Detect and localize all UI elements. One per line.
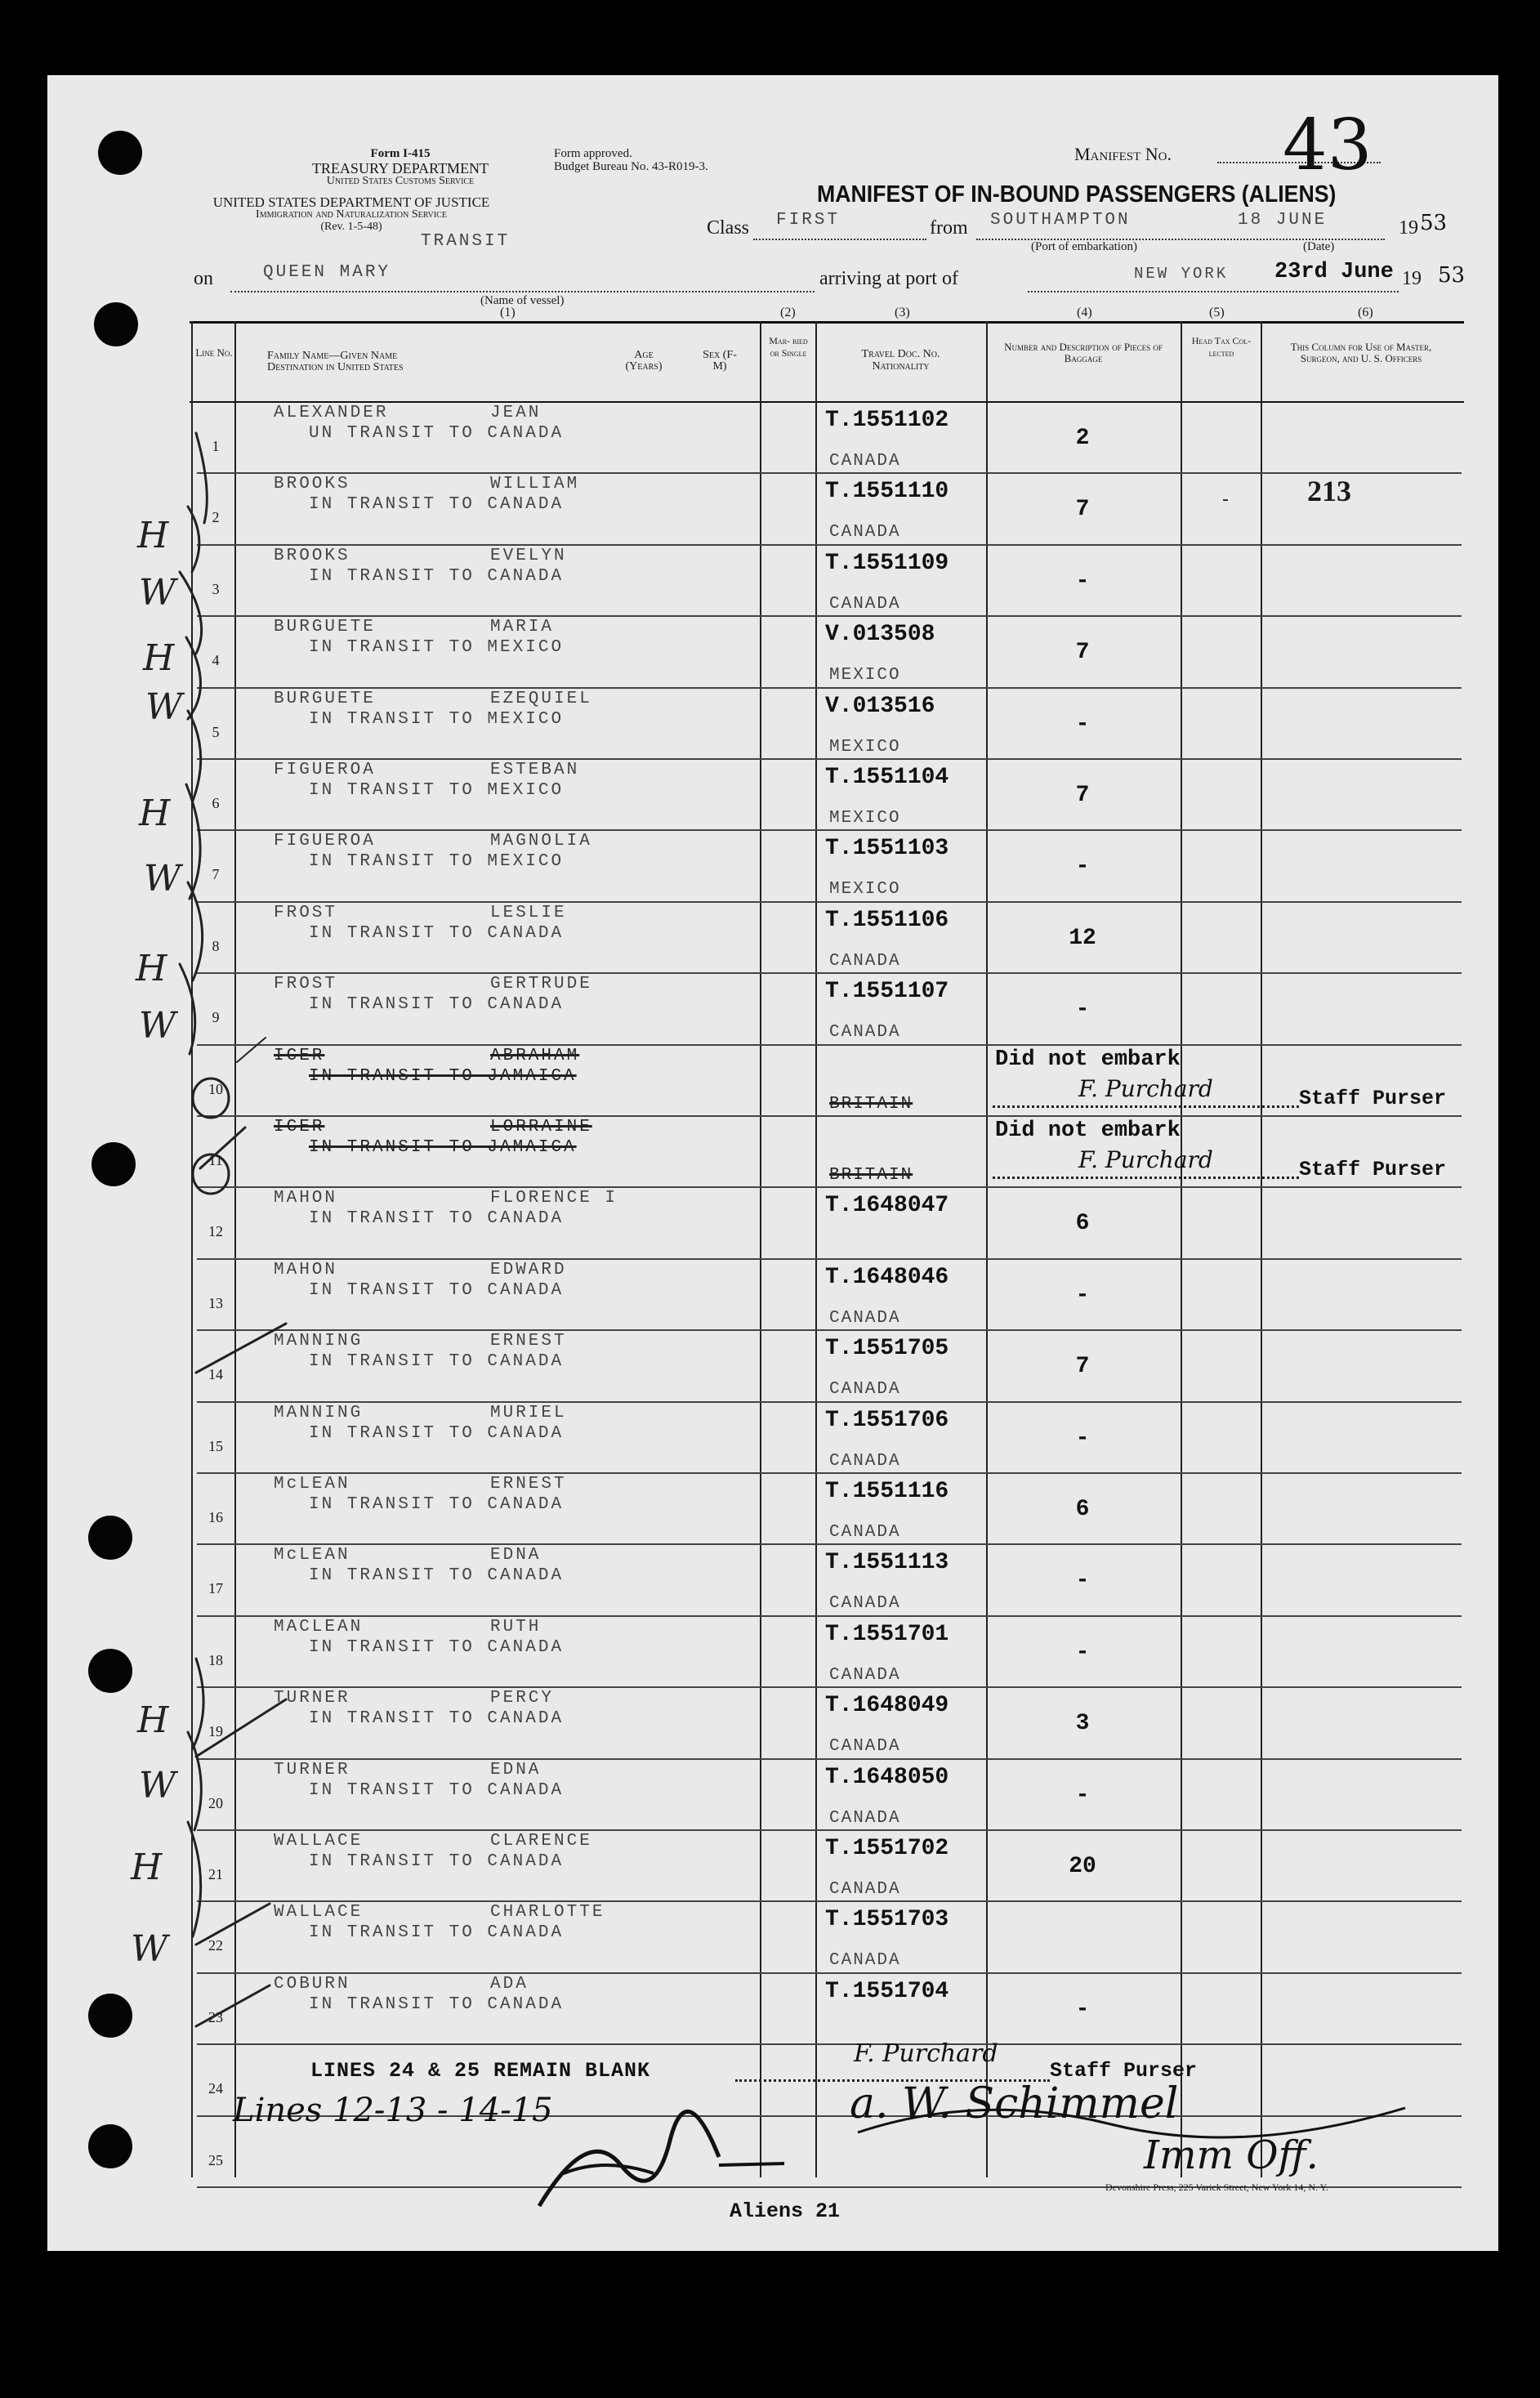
travel-doc-number: T.1648046 [825,1265,949,1290]
row-divider [197,1543,1462,1545]
row-line-number: 24 [208,2080,223,2097]
baggage-count: - [1075,712,1090,737]
baggage-count: 6 [1075,1211,1090,1236]
row-line-number: 2 [212,509,220,525]
travel-doc-number: T.1551107 [825,979,949,1004]
travel-doc-number: T.1551701 [825,1622,949,1647]
passenger-given-name: ABRAHAM [490,1047,580,1065]
row-divider [197,972,1462,974]
travel-doc-number: T.1551104 [825,765,949,790]
row-divider [197,1044,1462,1046]
travel-doc-number: T.1551706 [825,1408,949,1433]
passenger-family-name: BURGUETE [274,618,376,636]
nationality: CANADA [829,1951,901,1970]
row-divider [197,544,1462,546]
travel-doc-number: T.1551110 [825,479,949,504]
passenger-destination: IN TRANSIT TO CANADA [309,1209,565,1228]
from-value: SOUTHAMPTON [990,211,1131,230]
nationality: CANADA [829,523,901,542]
baggage-count: - [1075,1997,1090,2022]
row-line-number: 13 [208,1295,223,1311]
form-approved: Form approved. [554,147,632,160]
svg-text:W: W [145,686,183,728]
nationality: CANADA [829,1737,901,1756]
year-prefix: 19 [1399,217,1418,239]
col-number: (3) [895,306,910,319]
nationality: MEXICO [829,666,901,685]
row-line-number: 1 [212,438,220,454]
passenger-given-name: MAGNOLIA [490,832,592,851]
travel-doc-number: T.1551705 [825,1336,949,1361]
passenger-family-name: FROST [274,975,338,994]
baggage-count: - [1075,1783,1090,1808]
row-divider [197,1758,1462,1760]
svg-text:W: W [139,1005,176,1047]
row-divider [197,1972,1462,1974]
svg-text:W: W [139,572,176,614]
aliens-count: Aliens 21 [730,2199,841,2223]
passenger-destination: IN TRANSIT TO CANADA [309,1852,565,1871]
baggage-count: - [1075,1640,1090,1665]
row-divider [197,1329,1462,1331]
header-head-tax: Head Tax Col- lected [1191,335,1252,359]
handwritten-officer: Imm Off. [1144,2132,1319,2178]
staff-purser-label: Staff Purser [1299,1087,1447,1110]
arrival-date: 23rd June [1274,260,1394,284]
nationality: CANADA [829,1666,901,1685]
passenger-family-name: TURNER [274,1761,350,1780]
row-line-number: 7 [212,866,220,882]
handwritten-lines: Lines 12-13 - 14-15 [233,2092,553,2129]
header-sex: Sex (F-M) [703,349,737,373]
svg-text:H: H [143,637,175,679]
passenger-given-name: ESTEBAN [490,761,580,779]
passenger-family-name: BROOKS [274,475,350,493]
travel-doc-number: V.013516 [825,694,935,719]
row-line-number: 4 [212,652,220,668]
passenger-family-name: FROST [274,904,338,922]
row-line-number: 19 [208,1723,223,1739]
baggage-count: 7 [1075,1354,1090,1379]
passenger-destination: IN TRANSIT TO MEXICO [309,852,565,871]
row-line-number: 3 [212,581,220,597]
passenger-family-name: COBURN [274,1975,350,1994]
nationality: CANADA [829,1523,901,1542]
col-number: (6) [1358,306,1373,319]
head-tax: - [1220,490,1231,511]
nationality: CANADA [829,1023,901,1042]
nationality: MEXICO [829,809,901,828]
passenger-destination: IN TRANSIT TO CANADA [309,995,565,1014]
punch-hole [98,131,142,175]
manifest-no-label: Manifest No. [1074,144,1172,164]
baggage-count: Did not embark [995,1047,1181,1072]
class-value: FIRST [776,211,841,230]
baggage-count: 3 [1075,1711,1090,1736]
col-number: (5) [1209,306,1225,319]
passenger-given-name: EVELYN [490,547,567,565]
passenger-destination: IN TRANSIT TO CANADA [309,1495,565,1514]
row-line-number: 22 [208,1937,223,1954]
passenger-given-name: LORRAINE [490,1118,592,1136]
row-divider [197,1115,1462,1117]
passenger-family-name: FIGUEROA [274,761,376,779]
passenger-given-name: EDWARD [490,1261,567,1279]
row-line-number: 9 [212,1009,220,1025]
travel-doc-number: T.1551113 [825,1550,949,1575]
travel-doc-number: T.1648049 [825,1693,949,1718]
justice-dept: UNITED STATES DEPARTMENT OF JUSTICE [212,194,490,210]
travel-doc-number: T.1551103 [825,836,949,861]
baggage-count: Did not embark [995,1119,1181,1143]
row-divider [197,615,1462,617]
baggage-count: - [1075,1568,1090,1593]
travel-doc-number: T.1551109 [825,551,949,576]
passenger-given-name: PERCY [490,1689,555,1708]
passenger-family-name: MANNING [274,1332,364,1351]
passenger-destination: IN TRANSIT TO CANADA [309,1709,565,1728]
passenger-destination: IN TRANSIT TO CANADA [309,1352,565,1371]
passenger-given-name: RUTH [490,1618,542,1637]
baggage-count: 7 [1075,497,1090,522]
passenger-family-name: TURNER [274,1689,350,1708]
passenger-given-name: MURIEL [490,1404,567,1422]
passenger-given-name: ERNEST [490,1475,567,1494]
nationality: CANADA [829,1309,901,1328]
passenger-family-name: McLEAN [274,1475,350,1494]
svg-text:W: W [144,858,181,900]
passenger-destination: IN TRANSIT TO JAMAICA [309,1138,577,1157]
passenger-destination: IN TRANSIT TO CANADA [309,1923,565,1942]
col-number: (4) [1077,306,1092,319]
row-divider [197,1472,1462,1474]
row-divider [197,1686,1462,1688]
purser-signature: F. Purchard [1078,1146,1213,1173]
nationality: CANADA [829,1809,901,1828]
on-label: on [194,268,213,289]
nationality: CANADA [829,1594,901,1613]
baggage-count: 12 [1069,926,1096,951]
officer-signature: a. W. Schimmel [850,2079,1179,2128]
row-divider [197,687,1462,689]
row-divider [197,2043,1462,2045]
passenger-destination: IN TRANSIT TO CANADA [309,495,565,514]
baggage-count: - [1075,854,1090,879]
passenger-destination: IN TRANSIT TO CANADA [309,924,565,943]
punch-hole [88,2124,132,2168]
row-line-number: 18 [208,1652,223,1668]
travel-doc-number: V.013508 [825,622,935,647]
header-officers: This Column for Use of Master, Surgeon, and U. S. Officers [1290,341,1432,364]
officer-mark: 213 [1307,475,1351,507]
revision: (Rev. 1-5-48) [320,221,382,233]
passenger-family-name: ALEXANDER [274,404,389,422]
passenger-family-name: ICER [274,1047,325,1065]
baggage-count: - [1075,997,1090,1022]
passenger-family-name: BROOKS [274,547,350,565]
from-label: from [930,217,968,239]
baggage-count: 2 [1075,426,1090,451]
travel-doc-number: T.1551703 [825,1907,949,1932]
header-travel-doc: Travel Doc. No. Nationality [861,348,940,373]
baggage-count: 20 [1069,1854,1096,1879]
row-divider [197,1186,1462,1188]
svg-text:H: H [139,793,171,834]
travel-doc-number: T.1551704 [825,1979,949,2004]
col-number: (1) [500,306,516,319]
passenger-destination: IN TRANSIT TO CANADA [309,567,565,586]
class-label: Class [707,217,750,239]
blank-lines-sig: Staff Purser [1050,2059,1198,2083]
treasury-dept: TREASURY DEPARTMENT [311,160,489,176]
svg-text:H: H [131,1847,163,1888]
passenger-destination: IN TRANSIT TO JAMAICA [309,1067,577,1086]
row-divider [197,1258,1462,1260]
travel-doc-number: T.1551102 [825,408,949,433]
col-number: (2) [780,306,796,319]
passenger-family-name: FIGUEROA [274,832,376,851]
port-embark-caption: (Port of embarkation) [1031,240,1137,253]
passenger-destination: IN TRANSIT TO MEXICO [309,781,565,800]
svg-text:H: H [137,515,169,556]
passenger-family-name: WALLACE [274,1832,364,1851]
header-age: Age (Years) [625,349,663,373]
row-divider [197,829,1462,831]
header-line-no: Line No. [195,346,233,359]
signature-dotted-line [993,1177,1299,1179]
nationality: CANADA [829,595,901,614]
date-caption: (Date) [1303,240,1335,253]
punch-hole [92,1142,136,1186]
travel-doc-number: T.1648047 [825,1193,949,1218]
blank-lines-note: LINES 24 & 25 REMAIN BLANK [310,2059,651,2083]
row-line-number: 15 [208,1438,223,1454]
row-line-number: 5 [212,724,220,740]
transit-note: TRANSIT [421,232,511,251]
passenger-family-name: MANNING [274,1404,364,1422]
passenger-given-name: FLORENCE I [490,1189,618,1208]
passenger-destination: IN TRANSIT TO CANADA [309,1281,565,1300]
travel-doc-number: T.1648050 [825,1765,949,1790]
ins-service: Immigration and Naturalization Service [256,208,447,221]
header-name: Family Name—Given Name [267,350,398,362]
nationality: BRITAIN [829,1095,913,1114]
row-line-number: 14 [208,1366,223,1382]
passenger-given-name: MARIA [490,618,555,636]
customs-service: United States Customs Service [326,175,475,187]
svg-text:W: W [131,1928,168,1970]
svg-text:W: W [139,1765,176,1806]
nationality: CANADA [829,952,901,971]
row-line-number: 17 [208,1580,223,1596]
passenger-family-name: McLEAN [274,1546,350,1565]
header-married: Mar- ried or Single [769,335,808,359]
passenger-given-name: CLARENCE [490,1832,592,1851]
punch-hole [88,1516,132,1560]
vessel-caption: (Name of vessel) [480,294,565,307]
passenger-destination: IN TRANSIT TO CANADA [309,1781,565,1800]
arrival-port: NEW YORK [1134,265,1229,283]
row-line-number: 6 [212,795,220,811]
passenger-destination: UN TRANSIT TO CANADA [309,424,565,443]
passenger-given-name: EZEQUIEL [490,690,592,708]
purser-signature: F. Purchard [854,2039,998,2068]
baggage-count: 7 [1075,640,1090,665]
purser-signature: F. Purchard [1078,1075,1213,1102]
manifest-title: MANIFEST OF IN-BOUND PASSENGERS (ALIENS) [817,181,1337,208]
vessel-name: QUEEN MARY [263,263,391,282]
row-line-number: 8 [212,938,220,954]
baggage-count: - [1075,1426,1090,1451]
passenger-given-name: EDNA [490,1761,542,1780]
passenger-destination: IN TRANSIT TO CANADA [309,1995,565,2014]
passenger-given-name: CHARLOTTE [490,1903,605,1922]
form-number: Form I-415 [370,147,431,160]
passenger-family-name: BURGUETE [274,690,376,708]
nationality: CANADA [829,1452,901,1471]
row-line-number: 25 [208,2152,223,2168]
baggage-count: - [1075,1283,1090,1308]
row-line-number: 21 [208,1866,223,1882]
passenger-given-name: WILLIAM [490,475,580,493]
travel-doc-number: T.1551106 [825,908,949,933]
punch-hole [88,1994,132,2038]
punch-hole [88,1649,132,1693]
passenger-given-name: EDNA [490,1546,542,1565]
signature-dotted-line [993,1105,1299,1108]
nationality: CANADA [829,1880,901,1899]
passenger-family-name: MAHON [274,1189,338,1208]
passenger-family-name: WALLACE [274,1903,364,1922]
row-line-number: 11 [208,1152,223,1168]
svg-text:H: H [136,948,167,989]
budget-bureau: Budget Bureau No. 43-R019-3. [554,160,708,173]
row-divider [197,758,1462,760]
passenger-given-name: LESLIE [490,904,567,922]
passenger-given-name: ADA [490,1975,529,1994]
passenger-given-name: ERNEST [490,1332,567,1351]
nationality: MEXICO [829,738,901,757]
row-line-number: 20 [208,1795,223,1811]
row-line-number: 12 [208,1223,223,1239]
row-line-number: 23 [208,2009,223,2025]
arrival-year: 53 [1438,263,1466,288]
nationality: BRITAIN [829,1166,913,1185]
passenger-destination: IN TRANSIT TO MEXICO [309,638,565,657]
manifest-number: 43 [1283,105,1373,186]
row-line-number: 10 [208,1081,223,1097]
row-divider [197,901,1462,903]
printer-imprint: Devonshire Press, 225 Varick Street, New York 14, N. Y. [1105,2181,1328,2193]
header-destination: Destination in United States [267,361,404,373]
punch-hole [94,302,138,346]
row-divider [197,1615,1462,1617]
year-value: 53 [1420,211,1448,235]
passenger-destination: IN TRANSIT TO MEXICO [309,710,565,729]
staff-purser-label: Staff Purser [1299,1158,1447,1181]
baggage-count: 6 [1075,1497,1090,1522]
row-line-number: 16 [208,1509,223,1525]
row-divider [197,472,1462,474]
travel-doc-number: T.1551116 [825,1479,949,1504]
travel-doc-number: T.1551702 [825,1836,949,1861]
passenger-family-name: ICER [274,1118,325,1136]
svg-text:H: H [137,1699,169,1741]
header-baggage: Number and Description of Pieces of Baggage [1004,341,1163,364]
arrival-year-prefix: 19 [1402,268,1422,289]
nationality: CANADA [829,452,901,471]
passenger-destination: IN TRANSIT TO CANADA [309,1424,565,1443]
baggage-count: 7 [1075,783,1090,808]
arriving-label: arriving at port of [819,268,958,289]
passenger-given-name: JEAN [490,404,542,422]
row-divider [197,1900,1462,1902]
passenger-given-name: GERTRUDE [490,975,592,994]
passenger-family-name: MACLEAN [274,1618,364,1637]
nationality: CANADA [829,1380,901,1399]
baggage-count: - [1075,569,1090,594]
passenger-destination: IN TRANSIT TO CANADA [309,1638,565,1657]
nationality: MEXICO [829,880,901,899]
date-value: 18 JUNE [1238,211,1328,230]
row-divider [197,1401,1462,1403]
passenger-family-name: MAHON [274,1261,338,1279]
row-divider [197,1829,1462,1831]
passenger-destination: IN TRANSIT TO CANADA [309,1566,565,1585]
